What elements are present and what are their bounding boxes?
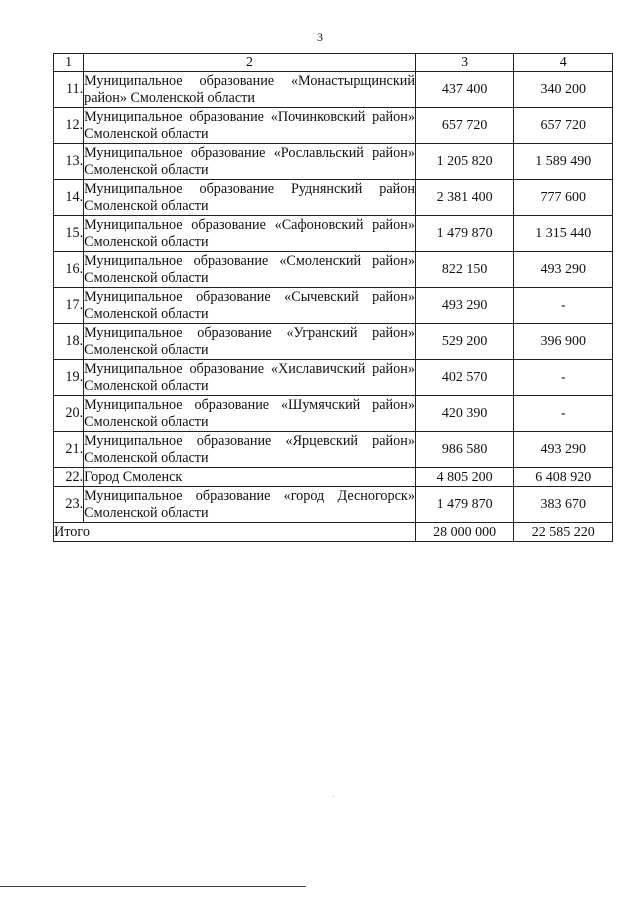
table-row xyxy=(54,180,613,216)
column-header-3: 3 xyxy=(415,54,514,72)
footnote-separator xyxy=(0,886,306,887)
row-number: 13. xyxy=(54,144,84,180)
row-name: Муниципальное образование «Хиславичский район» Смоленской области xyxy=(84,360,415,394)
allocation-table xyxy=(53,53,613,542)
table-row xyxy=(54,432,613,468)
row-col3: 1 205 820 xyxy=(415,144,514,180)
table-row xyxy=(54,252,613,288)
table-row xyxy=(54,487,613,523)
row-col4: 6 408 920 xyxy=(514,468,613,487)
row-number: 12. xyxy=(54,108,84,144)
row-col3: 822 150 xyxy=(415,252,514,288)
row-name: Муниципальное образование «Монастырщинский район» Смоленской области xyxy=(84,72,415,106)
row-name: Муниципальное образование «Угранский район» Смоленской области xyxy=(84,324,415,358)
row-name: Муниципальное образование «Смоленский район» Смоленской области xyxy=(84,252,415,286)
row-name: Муниципальное образование Руднянский район Смоленской области xyxy=(84,180,415,214)
row-number: 21. xyxy=(54,432,84,468)
row-number: 23. xyxy=(54,487,84,523)
row-number: 14. xyxy=(54,180,84,216)
row-col3: 529 200 xyxy=(415,324,514,360)
row-col3: 657 720 xyxy=(415,108,514,144)
total-row xyxy=(54,523,613,542)
table-header-row xyxy=(54,54,613,72)
row-col3: 1 479 870 xyxy=(415,216,514,252)
row-col3: 402 570 xyxy=(415,360,514,396)
row-number: 16. xyxy=(54,252,84,288)
column-header-1: 1 xyxy=(54,54,84,72)
row-name: Муниципальное образование «город Десногорск» Смоленской области xyxy=(84,487,415,521)
row-col4: 657 720 xyxy=(514,108,613,144)
row-col4: 340 200 xyxy=(514,72,613,108)
row-name: Муниципальное образование «Сычевский район» Смоленской области xyxy=(84,288,415,322)
row-col3: 986 580 xyxy=(415,432,514,468)
total-col3: 28 000 000 xyxy=(415,523,514,542)
row-name: Муниципальное образование «Рославльский район» Смоленской области xyxy=(84,144,415,178)
row-name: Город Смоленск xyxy=(84,468,416,487)
row-name: Муниципальное образование «Починковский район» Смоленской области xyxy=(84,108,415,142)
table-row xyxy=(54,396,613,432)
total-label: Итого xyxy=(54,523,416,542)
table-row xyxy=(54,468,613,487)
table-row xyxy=(54,144,613,180)
column-header-4: 4 xyxy=(514,54,613,72)
row-col4: 383 670 xyxy=(514,487,613,523)
table-row xyxy=(54,288,613,324)
row-number: 11. xyxy=(54,72,84,108)
table-row xyxy=(54,216,613,252)
row-col4: 493 290 xyxy=(514,432,613,468)
scan-mark xyxy=(333,796,334,797)
page-number: 3 xyxy=(317,30,323,44)
table-row xyxy=(54,324,613,360)
row-col4: - xyxy=(514,360,613,396)
table-row xyxy=(54,72,613,108)
row-col4: - xyxy=(514,288,613,324)
row-name: Муниципальное образование «Сафоновский район» Смоленской области xyxy=(84,216,415,250)
column-header-2: 2 xyxy=(84,54,416,72)
row-number: 22. xyxy=(54,468,84,487)
row-number: 18. xyxy=(54,324,84,360)
row-col4: 777 600 xyxy=(514,180,613,216)
row-number: 19. xyxy=(54,360,84,396)
row-number: 15. xyxy=(54,216,84,252)
total-col4: 22 585 220 xyxy=(514,523,613,542)
table-row xyxy=(54,108,613,144)
row-col4: 493 290 xyxy=(514,252,613,288)
row-col4: 1 589 490 xyxy=(514,144,613,180)
row-col4: - xyxy=(514,396,613,432)
row-col3: 437 400 xyxy=(415,72,514,108)
row-name: Муниципальное образование «Ярцевский район» Смоленской области xyxy=(84,432,415,466)
table-row xyxy=(54,360,613,396)
row-col3: 493 290 xyxy=(415,288,514,324)
row-col3: 1 479 870 xyxy=(415,487,514,523)
row-col3: 4 805 200 xyxy=(415,468,514,487)
row-col3: 2 381 400 xyxy=(415,180,514,216)
row-number: 17. xyxy=(54,288,84,324)
row-col4: 1 315 440 xyxy=(514,216,613,252)
row-col4: 396 900 xyxy=(514,324,613,360)
table-body xyxy=(54,72,613,523)
row-number: 20. xyxy=(54,396,84,432)
row-col3: 420 390 xyxy=(415,396,514,432)
row-name: Муниципальное образование «Шумячский район» Смоленской области xyxy=(84,396,415,430)
